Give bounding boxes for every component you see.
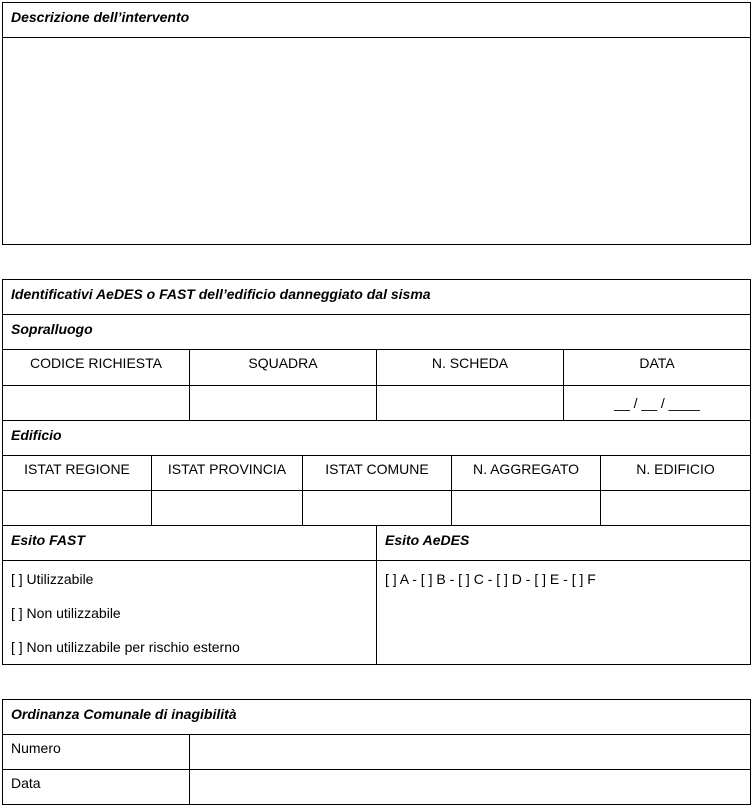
ordinanza-numero-label: Numero: [3, 735, 190, 770]
identificativi-table: [2, 279, 751, 665]
esito-fast-option-rischio-esterno[interactable]: [ ] Non utilizzabile per rischio esterno: [11, 639, 240, 655]
n-aggregato-field[interactable]: [452, 491, 601, 526]
istat-comune-field[interactable]: [303, 491, 452, 526]
esito-aedes-options: [377, 561, 751, 665]
esito-fast-options: [3, 561, 377, 665]
codice-richiesta-field[interactable]: [3, 386, 190, 421]
squadra-field[interactable]: [190, 386, 377, 421]
col-n-aggregato: N. AGGREGATO: [452, 456, 601, 491]
n-edificio-field[interactable]: [601, 491, 751, 526]
col-n-edificio: N. EDIFICIO: [601, 456, 751, 491]
sopralluogo-title: Sopralluogo: [3, 315, 751, 350]
esito-aedes-option-line[interactable]: [ ] A - [ ] B - [ ] C - [ ] D - [ ] E - [ ] F: [385, 571, 596, 587]
esito-fast-title: Esito FAST: [3, 526, 377, 561]
identificativi-title: Identificativi AeDES o FAST dell’edificio danneggiato dal sisma: [3, 280, 751, 315]
col-squadra: SQUADRA: [190, 350, 377, 386]
esito-aedes-title: Esito AeDES: [377, 526, 751, 561]
istat-regione-field[interactable]: [3, 491, 152, 526]
ordinanza-title: Ordinanza Comunale di inagibilità: [3, 700, 751, 735]
ordinanza-numero-field[interactable]: [190, 735, 751, 770]
ordinanza-table: [2, 699, 751, 805]
esito-fast-option-utilizzabile[interactable]: [ ] Utilizzabile: [11, 571, 94, 587]
edificio-title: Edificio: [3, 421, 751, 456]
descrizione-intervento-table: [2, 2, 751, 245]
esito-fast-option-non-utilizzabile[interactable]: [ ] Non utilizzabile: [11, 605, 121, 621]
descrizione-intervento-title: Descrizione dell’intervento: [3, 3, 751, 38]
ordinanza-data-label: Data: [3, 770, 190, 805]
col-data: DATA: [564, 350, 751, 386]
col-codice-richiesta: CODICE RICHIESTA: [3, 350, 190, 386]
col-istat-provincia: ISTAT PROVINCIA: [152, 456, 303, 491]
col-n-scheda: N. SCHEDA: [377, 350, 564, 386]
data-field[interactable]: __ / __ / ____: [564, 386, 751, 421]
descrizione-intervento-field[interactable]: [3, 38, 751, 245]
col-istat-comune: ISTAT COMUNE: [303, 456, 452, 491]
ordinanza-data-field[interactable]: [190, 770, 751, 805]
col-istat-regione: ISTAT REGIONE: [3, 456, 152, 491]
istat-provincia-field[interactable]: [152, 491, 303, 526]
n-scheda-field[interactable]: [377, 386, 564, 421]
